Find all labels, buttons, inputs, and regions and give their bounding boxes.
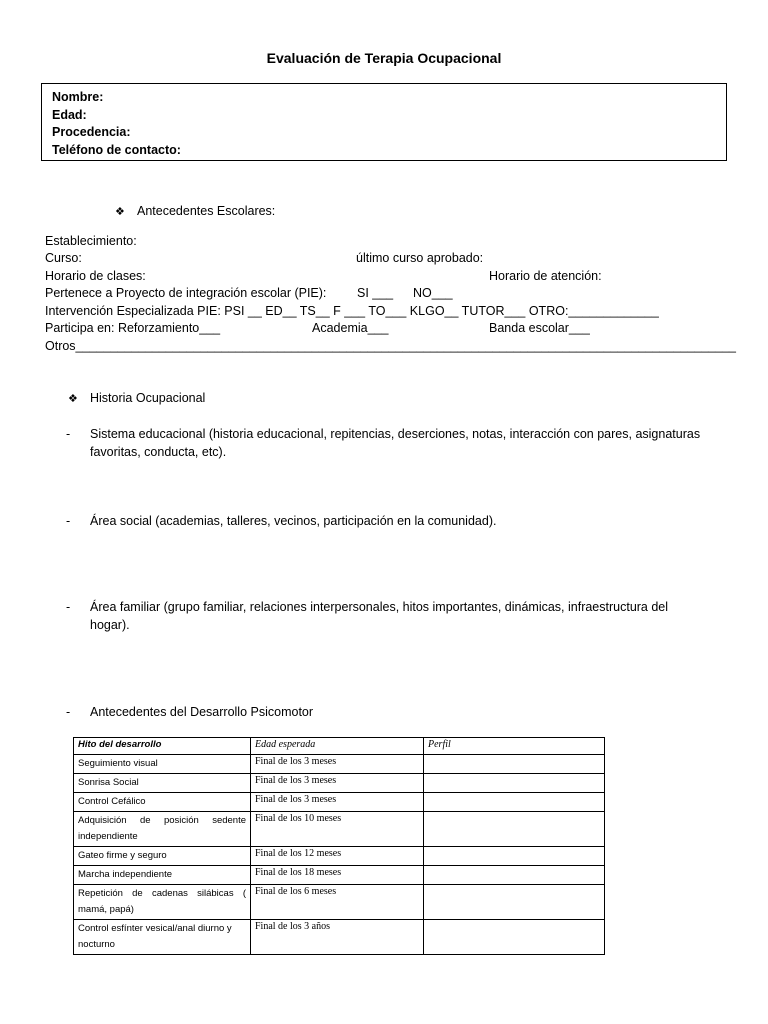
pie-label: Pertenece a Proyecto de integración escolar (PIE): <box>45 286 327 300</box>
ultimo-curso-label: último curso aprobado: <box>356 251 484 265</box>
hito-cell: Control esfínter vesical/anal diurno y nocturno <box>74 920 251 955</box>
historia-heading-text: Historia Ocupacional <box>90 391 206 405</box>
header-perfil: Perfil <box>424 738 605 755</box>
hito-cell: Adquisición de posición sedente independiente <box>74 812 251 847</box>
list-item: - Antecedentes del Desarrollo Psicomotor <box>66 704 706 722</box>
list-item: - Área social (academias, talleres, vecinos, participación en la comunidad). <box>66 513 706 531</box>
participa-label: Participa en: Reforzamiento___ <box>45 321 221 335</box>
header-edad: Edad esperada <box>251 738 424 755</box>
edad-cell: Final de los 3 meses <box>251 755 424 774</box>
hito-cell: Control Cefálico <box>74 793 251 812</box>
intervencion-line: Intervención Especializada PIE: PSI __ ED__ TS__ F ___ TO___ KLGO__ TUTOR___ OTRO:_____________ <box>45 304 659 318</box>
document-title: Evaluación de Terapia Ocupacional <box>266 50 502 66</box>
otros-line: Otros_______________________________________________________________________________________________ <box>45 339 736 353</box>
edad-cell: Final de los 6 meses <box>251 885 424 920</box>
perfil-cell[interactable] <box>424 812 605 847</box>
identification-box <box>41 83 727 161</box>
hito-cell: Seguimiento visual <box>74 755 251 774</box>
table-row <box>74 847 605 866</box>
perfil-cell[interactable] <box>424 866 605 885</box>
edad-cell: Final de los 12 meses <box>251 847 424 866</box>
pie-si-option: SI ___ <box>357 286 394 300</box>
telefono-label: Teléfono de contacto: <box>52 142 181 157</box>
escolares-heading <box>115 204 275 218</box>
hito-cell: Sonrisa Social <box>74 774 251 793</box>
perfil-cell[interactable] <box>424 755 605 774</box>
perfil-cell[interactable] <box>424 774 605 793</box>
table-row <box>74 774 605 793</box>
area-social-text: Área social (academias, talleres, vecinos, participación en la comunidad). <box>90 514 497 528</box>
desarrollo-table <box>73 737 605 955</box>
area-familiar-text: Área familiar (grupo familiar, relaciones interpersonales, hitos importantes, dinámicas, infraestructura del hogar). <box>90 600 669 632</box>
edad-cell: Final de los 3 meses <box>251 774 424 793</box>
curso-label: Curso: <box>45 251 82 265</box>
hito-cell: Gateo firme y seguro <box>74 847 251 866</box>
historia-heading <box>68 391 205 405</box>
horario-atencion-label: Horario de atención: <box>489 269 602 283</box>
table-row <box>74 885 605 920</box>
edad-cell: Final de los 10 meses <box>251 812 424 847</box>
edad-cell: Final de los 3 años <box>251 920 424 955</box>
diamond-bullet-icon: ❖ <box>115 206 125 218</box>
hito-cell: Repetición de cadenas silábicas ( mamá, papá) <box>74 885 251 920</box>
table-row <box>74 920 605 955</box>
nombre-label: Nombre: <box>52 90 104 104</box>
perfil-cell[interactable] <box>424 847 605 866</box>
pie-no-option: NO___ <box>413 286 453 300</box>
diamond-bullet-icon: ❖ <box>68 393 78 405</box>
table-row <box>74 812 605 847</box>
perfil-cell[interactable] <box>424 920 605 955</box>
procedencia-label: Procedencia: <box>52 125 131 139</box>
header-hito: Hito del desarrollo <box>74 738 251 755</box>
establecimiento-label: Establecimiento: <box>45 234 137 248</box>
list-item: - Área familiar (grupo familiar, relaciones interpersonales, hitos importantes, dinámicas, infraestructura del hogar). <box>66 599 706 635</box>
table-row <box>74 866 605 885</box>
academia-option: Academia___ <box>312 321 389 335</box>
table-row <box>74 793 605 812</box>
perfil-cell[interactable] <box>424 885 605 920</box>
list-item: - Sistema educacional (historia educacional, repitencias, deserciones, notas, interacción con pares, asignaturas favoritas, conducta, etc). <box>66 426 706 462</box>
hito-cell: Marcha independiente <box>74 866 251 885</box>
desarrollo-psicomotor-text: Antecedentes del Desarrollo Psicomotor <box>90 705 314 719</box>
banda-option: Banda escolar___ <box>489 321 590 335</box>
escolares-heading-text: Antecedentes Escolares: <box>137 204 276 218</box>
perfil-cell[interactable] <box>424 793 605 812</box>
sistema-educacional-text: Sistema educacional (historia educacional, repitencias, deserciones, notas, interacción con pares, asignaturas favoritas, conducta, etc). <box>90 427 701 459</box>
edad-cell: Final de los 3 meses <box>251 793 424 812</box>
table-row <box>74 755 605 774</box>
edad-cell: Final de los 18 meses <box>251 866 424 885</box>
edad-label: Edad: <box>52 107 87 122</box>
table-header-row <box>74 738 605 755</box>
horario-clases-label: Horario de clases: <box>45 269 146 283</box>
